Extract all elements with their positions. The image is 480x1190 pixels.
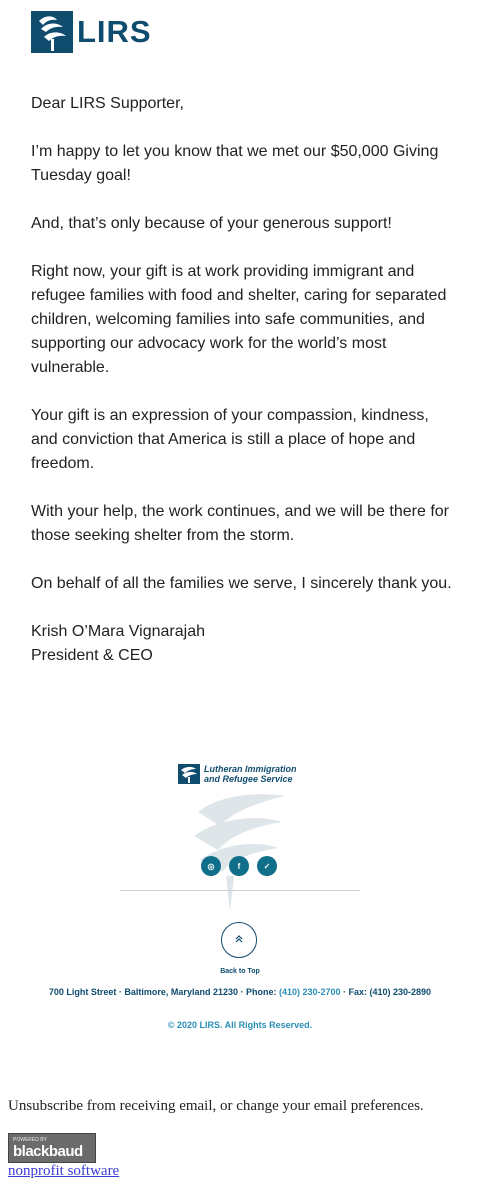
org-name-line2: and Refugee Service (204, 774, 293, 784)
lirs-logo[interactable] (31, 11, 152, 53)
blackbaud-badge[interactable] (8, 1133, 96, 1163)
signature-name: Krish O’Mara Vignarajah (31, 623, 206, 640)
torch-small-icon (178, 764, 200, 784)
nonprofit-software-link[interactable]: nonprofit software (8, 1163, 120, 1179)
phone-link[interactable]: (410) 230-2700 (278, 987, 341, 997)
torch-logo-icon (31, 11, 73, 53)
footer-address (32, 987, 448, 998)
unsubscribe-link[interactable]: Unsubscribe from receiving email, or change your email preferences. (8, 1098, 424, 1114)
fax-text: · Fax: (410) 230-2890 (340, 987, 432, 997)
copyright: © 2020 LIRS. All Rights Reserved. (167, 1020, 313, 1030)
back-to-top-label[interactable]: Back to Top (220, 968, 260, 975)
signature-title: President & CEO (31, 647, 153, 664)
paragraph-support: And, that’s only because of your generous support! (31, 215, 392, 232)
paragraph-continues: With your help, the work continues, and we will be there for those seeking shelter from the storm. (31, 503, 449, 544)
blackbaud-wordmark: blackbaud (13, 1143, 83, 1160)
paragraph-work: Right now, your gift is at work providing immigrant and refugee families with food and shelter, caring for separated children, welcoming families into safe communities, and supporting our advocacy work for the world’s most vulnerable. (31, 263, 447, 376)
back-to-top-button[interactable] (221, 922, 257, 958)
logo-wordmark: LIRS (77, 14, 152, 49)
paragraph-goal: I’m happy to let you know that we met our $50,000 Giving Tuesday goal! (31, 143, 439, 184)
greeting: Dear LIRS Supporter, (31, 95, 184, 112)
footer-org-logo[interactable] (178, 763, 304, 785)
facebook-icon[interactable]: f (229, 856, 249, 876)
org-name-line1: Lutheran Immigration (204, 764, 297, 774)
chevrons-up-icon (234, 933, 244, 947)
twitter-icon[interactable]: ✓ (257, 856, 277, 876)
org-name (204, 764, 297, 784)
paragraph-expression: Your gift is an expression of your compassion, kindness, and conviction that America is still a place of hope and freedom. (31, 407, 429, 472)
torch-watermark-icon (190, 792, 290, 912)
footer-divider (120, 890, 360, 891)
social-links (201, 856, 277, 876)
letter-body (31, 92, 456, 668)
powered-by-label: POWERED BY (13, 1137, 47, 1143)
address-text: 700 Light Street · Baltimore, Maryland 21230 · Phone: (48, 987, 279, 997)
instagram-icon[interactable]: ◎ (201, 856, 221, 876)
paragraph-thanks: On behalf of all the families we serve, I sincerely thank you. (31, 575, 452, 592)
